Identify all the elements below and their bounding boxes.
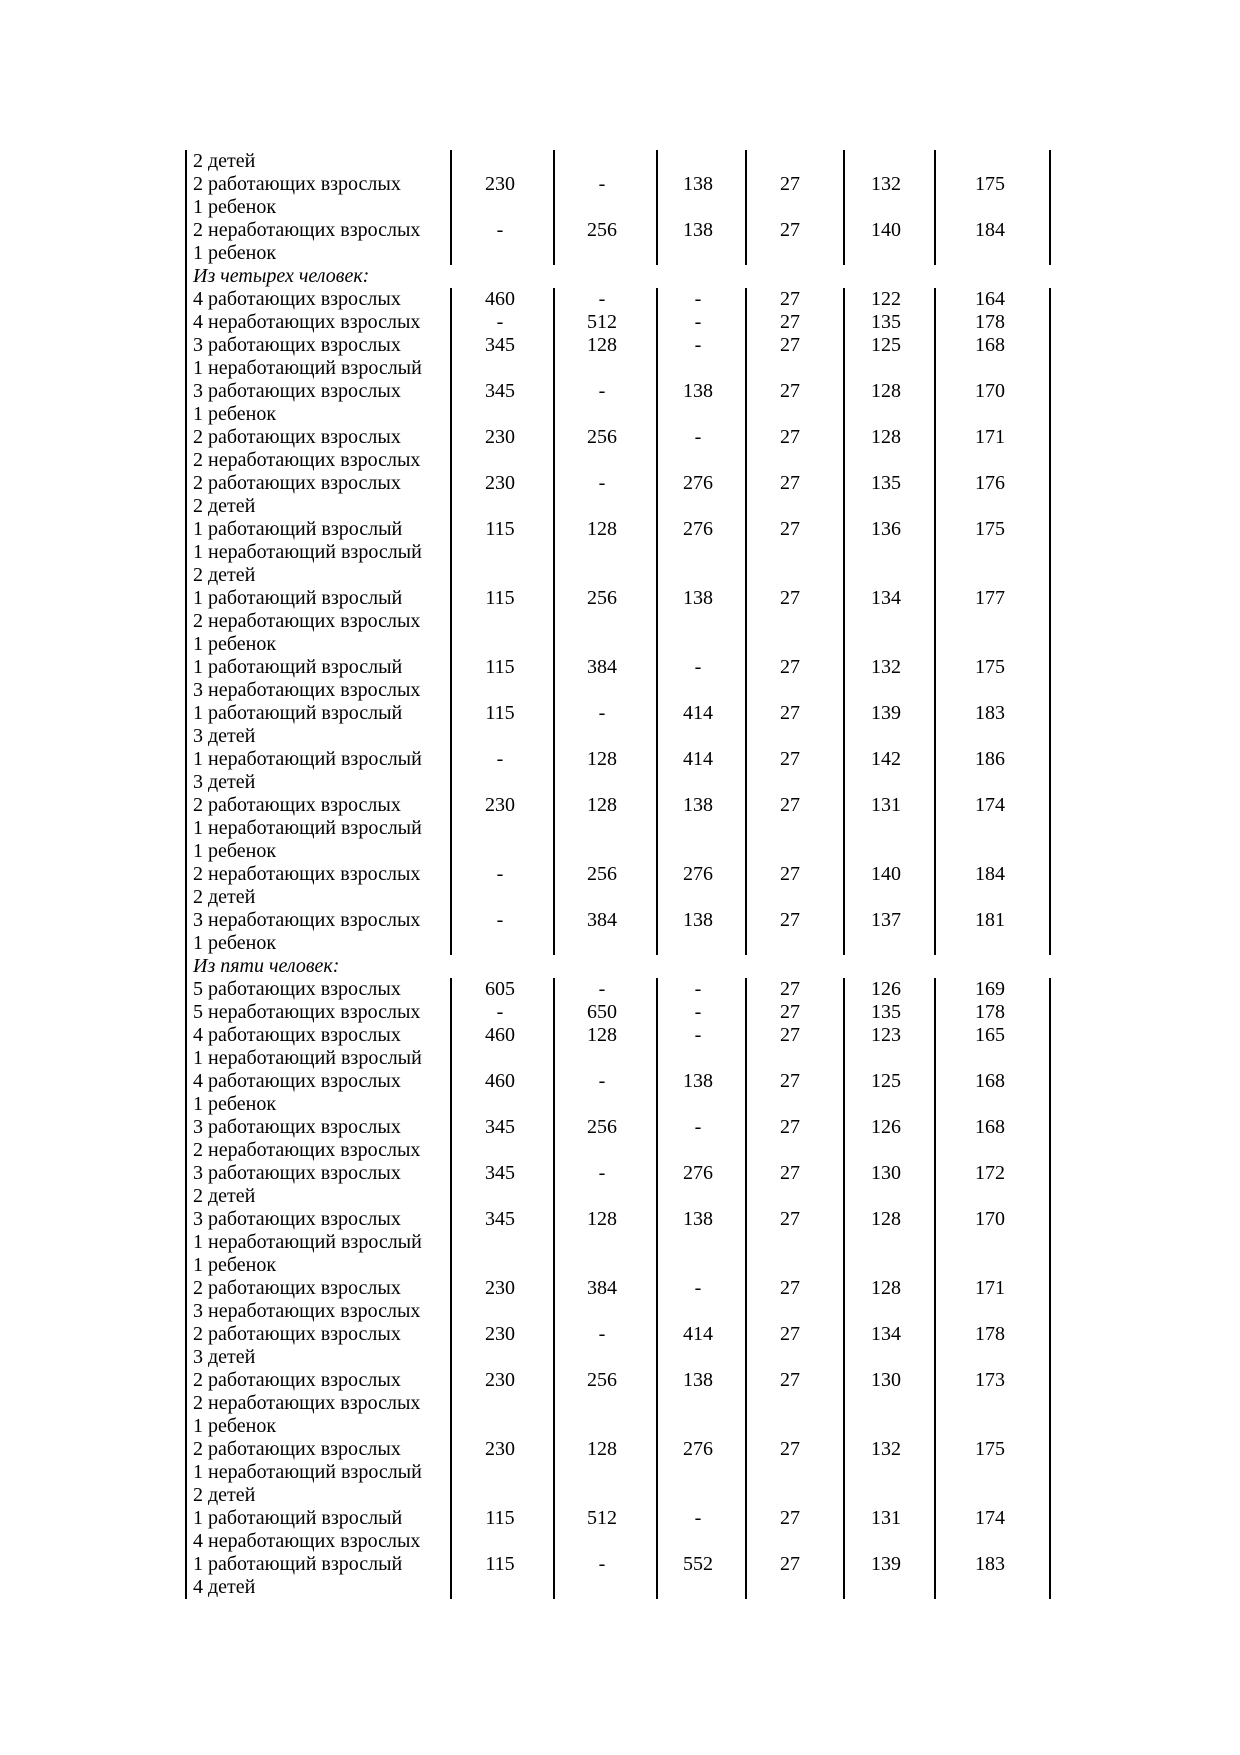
column-rule (934, 978, 936, 1599)
household-composition-label: 1 работающий взрослый (193, 518, 403, 540)
column-rule (553, 288, 555, 955)
household-composition-label: 2 неработающих взрослых (193, 219, 421, 241)
household-composition-label: 2 детей (193, 495, 256, 517)
household-composition-label: 1 ребенок (193, 932, 277, 954)
table-cell-col-5: 137 (871, 909, 901, 931)
household-composition-label: 2 неработающих взрослых (193, 863, 421, 885)
table-cell-col-4: 27 (780, 380, 800, 402)
table-cell-col-3: - (694, 288, 702, 310)
table-cell-col-3: 138 (683, 794, 713, 816)
table-cell-col-5: 125 (871, 1070, 901, 1092)
table-cell-col-5: 130 (871, 1369, 901, 1391)
household-composition-label: 2 неработающих взрослых (193, 449, 421, 471)
column-rule (843, 150, 845, 265)
column-rule (656, 288, 658, 955)
table-cell-col-6: 183 (975, 1553, 1005, 1575)
table-cell-col-4: 27 (780, 334, 800, 356)
column-rule (1049, 150, 1051, 265)
column-rule (450, 150, 452, 265)
table-cell-col-3: - (694, 978, 702, 1000)
household-composition-label: 4 работающих взрослых (193, 1024, 401, 1046)
table-cell-col-1: 345 (485, 1116, 515, 1138)
table-cell-col-2: 128 (587, 518, 617, 540)
table-cell-col-3: 276 (683, 1162, 713, 1184)
table-cell-col-4: 27 (780, 1277, 800, 1299)
table-cell-col-3: 138 (683, 380, 713, 402)
table-cell-col-4: 27 (780, 1024, 800, 1046)
table-cell-col-4: 27 (780, 426, 800, 448)
table-cell-col-1: - (496, 311, 504, 333)
column-rule (745, 978, 747, 1599)
household-composition-label: 3 детей (193, 1346, 256, 1368)
table-cell-col-5: 135 (871, 311, 901, 333)
household-composition-label: 1 ребенок (193, 1254, 277, 1276)
household-composition-label: 2 работающих взрослых (193, 1323, 401, 1345)
household-composition-label: 1 работающий взрослый (193, 587, 403, 609)
table-cell-col-5: 139 (871, 1553, 901, 1575)
table-cell-col-6: 170 (975, 380, 1005, 402)
household-composition-label: 3 детей (193, 771, 256, 793)
table-cell-col-2: 256 (587, 587, 617, 609)
table-cell-col-2: 384 (587, 656, 617, 678)
household-composition-label: 4 неработающих взрослых (193, 1530, 421, 1552)
table-cell-col-6: 186 (975, 748, 1005, 770)
household-composition-label: 2 работающих взрослых (193, 1369, 401, 1391)
household-composition-label: 2 детей (193, 1484, 256, 1506)
table-cell-col-4: 27 (780, 518, 800, 540)
table-cell-col-6: 178 (975, 1323, 1005, 1345)
table-cell-col-6: 181 (975, 909, 1005, 931)
table-cell-col-4: 27 (780, 288, 800, 310)
table-cell-col-3: - (694, 311, 702, 333)
table-cell-col-4: 27 (780, 1323, 800, 1345)
table-cell-col-1: 115 (485, 702, 515, 724)
table-cell-col-1: 345 (485, 380, 515, 402)
household-composition-label: 1 неработающий взрослый (193, 1047, 422, 1069)
column-rule (656, 150, 658, 265)
table-cell-col-6: 177 (975, 587, 1005, 609)
table-cell-col-1: 460 (485, 288, 515, 310)
table-cell-col-5: 139 (871, 702, 901, 724)
household-composition-label: 3 неработающих взрослых (193, 1300, 421, 1322)
column-rule (450, 288, 452, 955)
household-composition-label: 2 неработающих взрослых (193, 610, 421, 632)
table-cell-col-1: - (496, 748, 504, 770)
table-cell-col-2: 256 (587, 426, 617, 448)
household-composition-label: 2 работающих взрослых (193, 173, 401, 195)
household-composition-label: 3 работающих взрослых (193, 380, 401, 402)
household-composition-label: 1 работающий взрослый (193, 656, 403, 678)
table-cell-col-2: 650 (587, 1001, 617, 1023)
household-composition-label: 3 неработающих взрослых (193, 909, 421, 931)
household-composition-label: 1 ребенок (193, 1093, 277, 1115)
table-cell-col-4: 27 (780, 472, 800, 494)
table-cell-col-6: 174 (975, 1507, 1005, 1529)
table-cell-col-3: 276 (683, 863, 713, 885)
household-composition-label: 1 ребенок (193, 1415, 277, 1437)
table-cell-col-5: 135 (871, 1001, 901, 1023)
table-cell-col-2: 128 (587, 748, 617, 770)
table-cell-col-6: 178 (975, 311, 1005, 333)
table-cell-col-5: 134 (871, 1323, 901, 1345)
column-rule (745, 288, 747, 955)
table-cell-col-4: 27 (780, 748, 800, 770)
household-composition-label: 2 неработающих взрослых (193, 1392, 421, 1414)
household-composition-label: 2 работающих взрослых (193, 1277, 401, 1299)
table-cell-col-2: - (598, 702, 606, 724)
household-composition-label: 3 работающих взрослых (193, 334, 401, 356)
table-cell-col-5: 132 (871, 1438, 901, 1460)
table-cell-col-5: 126 (871, 1116, 901, 1138)
table-cell-col-3: 138 (683, 909, 713, 931)
table-cell-col-2: - (598, 173, 606, 195)
table-cell-col-2: - (598, 1162, 606, 1184)
table-cell-col-5: 131 (871, 1507, 901, 1529)
household-composition-label: 1 ребенок (193, 242, 277, 264)
table-cell-col-6: 175 (975, 518, 1005, 540)
table-cell-col-6: 176 (975, 472, 1005, 494)
household-composition-label: 2 работающих взрослых (193, 472, 401, 494)
household-composition-label: 1 ребенок (193, 840, 277, 862)
table-cell-col-5: 128 (871, 1277, 901, 1299)
table-cell-col-2: 256 (587, 1369, 617, 1391)
table-cell-col-6: 175 (975, 656, 1005, 678)
table-cell-col-4: 27 (780, 587, 800, 609)
household-composition-label: 2 детей (193, 150, 256, 172)
table-cell-col-4: 27 (780, 1001, 800, 1023)
table-cell-col-6: 168 (975, 1116, 1005, 1138)
table-cell-col-4: 27 (780, 656, 800, 678)
column-rule (1049, 288, 1051, 955)
table-cell-col-4: 27 (780, 1208, 800, 1230)
table-cell-col-4: 27 (780, 1507, 800, 1529)
table-cell-col-6: 178 (975, 1001, 1005, 1023)
table-cell-col-5: 136 (871, 518, 901, 540)
table-cell-col-6: 184 (975, 863, 1005, 885)
column-rule (553, 978, 555, 1599)
table-cell-col-2: 128 (587, 1208, 617, 1230)
table-cell-col-1: 230 (485, 173, 515, 195)
table-cell-col-1: 230 (485, 794, 515, 816)
table-cell-col-2: 384 (587, 1277, 617, 1299)
household-composition-label: 1 неработающий взрослый (193, 357, 422, 379)
table-cell-col-5: 128 (871, 380, 901, 402)
table-cell-col-6: 165 (975, 1024, 1005, 1046)
table-cell-col-6: 184 (975, 219, 1005, 241)
household-composition-label: 4 работающих взрослых (193, 1070, 401, 1092)
household-composition-label: 1 ребенок (193, 196, 277, 218)
table-cell-col-2: 512 (587, 311, 617, 333)
table-cell-col-4: 27 (780, 1369, 800, 1391)
table-cell-col-1: 605 (485, 978, 515, 1000)
household-composition-label: 1 работающий взрослый (193, 1553, 403, 1575)
table-cell-col-4: 27 (780, 909, 800, 931)
column-rule (745, 150, 747, 265)
table-cell-col-3: 276 (683, 518, 713, 540)
column-rule (450, 978, 452, 1599)
table-cell-col-2: - (598, 472, 606, 494)
table-cell-col-4: 27 (780, 1070, 800, 1092)
household-composition-label: 1 неработающий взрослый (193, 541, 422, 563)
table-cell-col-3: 138 (683, 1070, 713, 1092)
table-cell-col-6: 175 (975, 1438, 1005, 1460)
household-composition-label: 1 неработающий взрослый (193, 817, 422, 839)
household-composition-label: 2 детей (193, 564, 256, 586)
table-cell-col-2: 128 (587, 1024, 617, 1046)
table-cell-col-5: 123 (871, 1024, 901, 1046)
table-cell-col-3: 138 (683, 219, 713, 241)
table-cell-col-2: - (598, 1553, 606, 1575)
table-cell-col-1: 115 (485, 1553, 515, 1575)
table-cell-col-4: 27 (780, 1438, 800, 1460)
household-composition-label: 3 работающих взрослых (193, 1208, 401, 1230)
column-rule (656, 978, 658, 1599)
table-cell-col-5: 125 (871, 334, 901, 356)
table-cell-col-5: 135 (871, 472, 901, 494)
table-cell-col-1: 460 (485, 1024, 515, 1046)
household-composition-label: 4 неработающих взрослых (193, 311, 421, 333)
table-cell-col-4: 27 (780, 978, 800, 1000)
table-cell-col-2: 256 (587, 219, 617, 241)
table-cell-col-2: - (598, 380, 606, 402)
column-rule (553, 150, 555, 265)
household-composition-label: 3 детей (193, 725, 256, 747)
table-cell-col-3: - (694, 1116, 702, 1138)
table-cell-col-5: 132 (871, 173, 901, 195)
table-cell-col-5: 142 (871, 748, 901, 770)
table-cell-col-2: 512 (587, 1507, 617, 1529)
household-composition-label: 4 работающих взрослых (193, 288, 401, 310)
table-cell-col-5: 140 (871, 219, 901, 241)
table-cell-col-1: 230 (485, 472, 515, 494)
table-left-border (185, 150, 187, 1599)
table-cell-col-1: 345 (485, 1208, 515, 1230)
table-cell-col-5: 128 (871, 426, 901, 448)
table-cell-col-1: 345 (485, 334, 515, 356)
table-cell-col-6: 183 (975, 702, 1005, 724)
household-composition-label: 1 работающий взрослый (193, 1507, 403, 1529)
table-cell-col-6: 170 (975, 1208, 1005, 1230)
column-rule (843, 978, 845, 1599)
table-cell-col-2: - (598, 288, 606, 310)
table-cell-col-3: 138 (683, 173, 713, 195)
table-cell-col-1: 345 (485, 1162, 515, 1184)
table-cell-col-3: 414 (683, 1323, 713, 1345)
table-cell-col-3: 138 (683, 1369, 713, 1391)
table-cell-col-4: 27 (780, 219, 800, 241)
table-cell-col-4: 27 (780, 1116, 800, 1138)
table-cell-col-1: 230 (485, 426, 515, 448)
household-composition-label: 2 работающих взрослых (193, 1438, 401, 1460)
table-cell-col-4: 27 (780, 311, 800, 333)
table-cell-col-3: - (694, 426, 702, 448)
household-composition-label: 2 детей (193, 1185, 256, 1207)
household-composition-label: 2 неработающих взрослых (193, 1139, 421, 1161)
table-cell-col-5: 134 (871, 587, 901, 609)
table-cell-col-6: 175 (975, 173, 1005, 195)
household-composition-label: 1 ребенок (193, 403, 277, 425)
table-cell-col-3: - (694, 1001, 702, 1023)
table-cell-col-1: - (496, 863, 504, 885)
household-composition-label: 4 детей (193, 1576, 256, 1598)
household-composition-label: 2 работающих взрослых (193, 794, 401, 816)
table-cell-col-1: 115 (485, 656, 515, 678)
table-cell-col-3: 414 (683, 702, 713, 724)
table-cell-col-6: 173 (975, 1369, 1005, 1391)
table-cell-col-2: - (598, 1070, 606, 1092)
table-cell-col-3: - (694, 334, 702, 356)
table-cell-col-1: 230 (485, 1323, 515, 1345)
household-composition-label: 3 работающих взрослых (193, 1162, 401, 1184)
table-cell-col-1: 460 (485, 1070, 515, 1092)
table-cell-col-6: 172 (975, 1162, 1005, 1184)
table-cell-col-2: 128 (587, 794, 617, 816)
table-cell-col-2: - (598, 978, 606, 1000)
table-cell-col-5: 122 (871, 288, 901, 310)
table-cell-col-3: 138 (683, 1208, 713, 1230)
table-cell-col-2: 256 (587, 1116, 617, 1138)
table-cell-col-5: 132 (871, 656, 901, 678)
household-composition-label: 3 работающих взрослых (193, 1116, 401, 1138)
table-cell-col-4: 27 (780, 702, 800, 724)
household-composition-label: 1 работающий взрослый (193, 702, 403, 724)
section-header: Из пяти человек: (193, 955, 340, 977)
table-cell-col-6: 169 (975, 978, 1005, 1000)
table-cell-col-1: - (496, 219, 504, 241)
table-cell-col-1: - (496, 909, 504, 931)
table-cell-col-3: 552 (683, 1553, 713, 1575)
household-composition-label: 1 неработающий взрослый (193, 748, 422, 770)
table-cell-col-6: 168 (975, 334, 1005, 356)
table-cell-col-3: - (694, 1277, 702, 1299)
section-header: Из четырех человек: (193, 265, 370, 287)
table-cell-col-2: 128 (587, 334, 617, 356)
table-cell-col-3: 414 (683, 748, 713, 770)
table-cell-col-1: 230 (485, 1369, 515, 1391)
column-rule (934, 288, 936, 955)
table-cell-col-3: - (694, 656, 702, 678)
table-cell-col-5: 131 (871, 794, 901, 816)
table-cell-col-3: 276 (683, 472, 713, 494)
table-cell-col-1: 115 (485, 587, 515, 609)
column-rule (843, 288, 845, 955)
table-cell-col-5: 130 (871, 1162, 901, 1184)
table-cell-col-4: 27 (780, 863, 800, 885)
table-cell-col-4: 27 (780, 794, 800, 816)
household-composition-label: 1 ребенок (193, 633, 277, 655)
table-cell-col-2: - (598, 1323, 606, 1345)
table-cell-col-1: 115 (485, 518, 515, 540)
table-cell-col-6: 168 (975, 1070, 1005, 1092)
column-rule (1049, 978, 1051, 1599)
table-cell-col-6: 171 (975, 1277, 1005, 1299)
table-cell-col-6: 174 (975, 794, 1005, 816)
household-composition-label: 5 неработающих взрослых (193, 1001, 421, 1023)
table-cell-col-2: 128 (587, 1438, 617, 1460)
table-cell-col-4: 27 (780, 173, 800, 195)
table-cell-col-6: 164 (975, 288, 1005, 310)
table-cell-col-3: - (694, 1024, 702, 1046)
table-cell-col-4: 27 (780, 1162, 800, 1184)
table-cell-col-3: - (694, 1507, 702, 1529)
household-composition-label: 3 неработающих взрослых (193, 679, 421, 701)
table-cell-col-1: 230 (485, 1438, 515, 1460)
household-composition-label: 1 неработающий взрослый (193, 1231, 422, 1253)
household-composition-label: 1 неработающий взрослый (193, 1461, 422, 1483)
table-cell-col-3: 276 (683, 1438, 713, 1460)
table-cell-col-6: 171 (975, 426, 1005, 448)
household-composition-label: 2 детей (193, 886, 256, 908)
table-cell-col-2: 384 (587, 909, 617, 931)
table-cell-col-5: 140 (871, 863, 901, 885)
table-cell-col-5: 126 (871, 978, 901, 1000)
column-rule (934, 150, 936, 265)
table-cell-col-1: - (496, 1001, 504, 1023)
table-cell-col-5: 128 (871, 1208, 901, 1230)
household-composition-label: 2 работающих взрослых (193, 426, 401, 448)
table-cell-col-1: 115 (485, 1507, 515, 1529)
table-cell-col-4: 27 (780, 1553, 800, 1575)
table-cell-col-2: 256 (587, 863, 617, 885)
household-composition-label: 5 работающих взрослых (193, 978, 401, 1000)
table-cell-col-3: 138 (683, 587, 713, 609)
table-cell-col-1: 230 (485, 1277, 515, 1299)
